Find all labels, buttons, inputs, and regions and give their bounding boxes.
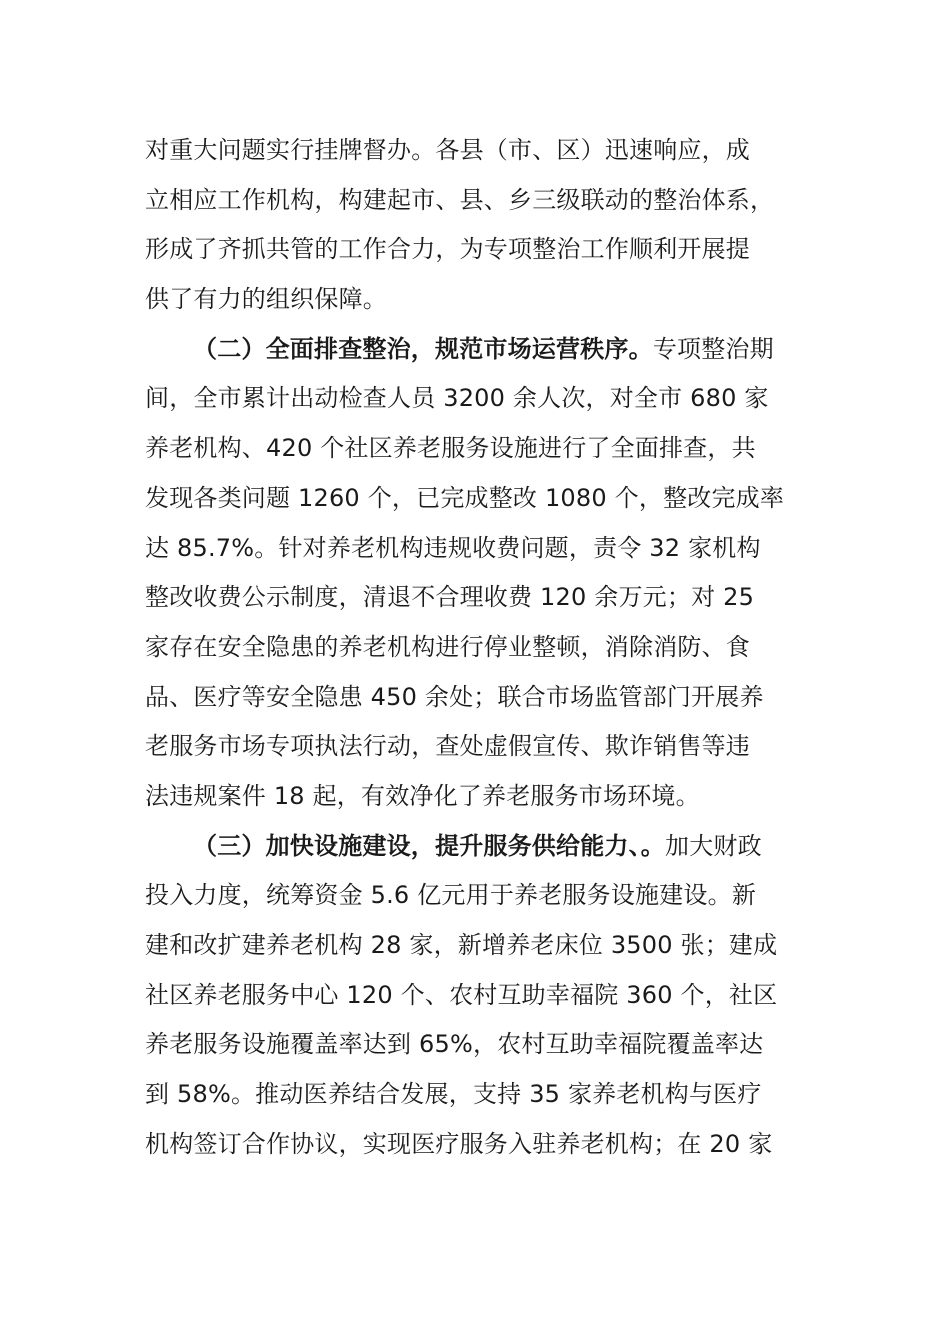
text-line: 老服务市场专项执法行动，查处虚假宣传、欺诈销售等违 bbox=[145, 732, 750, 761]
text-line: 对重大问题实行挂牌督办。各县（市、区）迅速响应，成 bbox=[145, 136, 750, 164]
text-line: 养老服务设施覆盖率达到 65%，农村互助幸福院覆盖率达 bbox=[145, 1030, 764, 1059]
text-line: 投入力度，统筹资金 5.6 亿元用于养老服务设施建设。新 bbox=[145, 881, 757, 910]
text-line: 发现各类问题 1260 个，已完成整改 1080 个，整改完成率 bbox=[145, 483, 785, 512]
text-line: 立相应工作机构，构建起市、县、乡三级联动的整治体系， bbox=[145, 185, 775, 214]
text-line: 整改收费公示制度，清退不合理收费 120 余万元；对 25 bbox=[145, 583, 755, 612]
paragraph-first-line bbox=[145, 325, 810, 375]
text-line: 供了有力的组织保障。 bbox=[145, 285, 387, 314]
text-line: 家存在安全隐患的养老机构进行停业整顿，消除消防、食 bbox=[145, 632, 750, 661]
text-line: 机构签订合作协议，实现医疗服务入驻养老机构；在 20 家 bbox=[145, 1129, 773, 1158]
paragraph-organization bbox=[145, 126, 810, 325]
section-heading-2: （二）全面排查整治，规范市场运营秩序。 bbox=[193, 334, 653, 363]
document-body bbox=[145, 126, 810, 1169]
text-line: 法违规案件 18 起，有效净化了养老服务市场环境。 bbox=[145, 781, 700, 810]
paragraph-facilities bbox=[145, 822, 810, 1170]
paragraph-inspection bbox=[145, 325, 810, 822]
paragraph-first-line bbox=[145, 822, 810, 872]
text-line: 形成了齐抓共管的工作合力，为专项整治工作顺利开展提 bbox=[145, 235, 750, 264]
section-heading-3: （三）加快设施建设，提升服务供给能力、。 bbox=[193, 831, 665, 860]
text-line: 品、医疗等安全隐患 450 余处；联合市场监管部门开展养 bbox=[145, 682, 764, 711]
text-fragment: 加大财政 bbox=[665, 831, 762, 860]
text-line: 到 58%。推动医养结合发展，支持 35 家养老机构与医疗 bbox=[145, 1080, 762, 1109]
text-line: 间，全市累计出动检查人员 3200 余人次，对全市 680 家 bbox=[145, 384, 769, 413]
text-line: 养老机构、420 个社区养老服务设施进行了全面排查，共 bbox=[145, 434, 756, 463]
text-fragment: 专项整治期 bbox=[652, 334, 774, 363]
text-line: 社区养老服务中心 120 个、农村互助幸福院 360 个，社区 bbox=[145, 980, 778, 1009]
text-line: 建和改扩建养老机构 28 家，新增养老床位 3500 张；建成 bbox=[145, 931, 778, 959]
text-line: 达 85.7%。针对养老机构违规收费问题，责令 32 家机构 bbox=[145, 533, 761, 562]
